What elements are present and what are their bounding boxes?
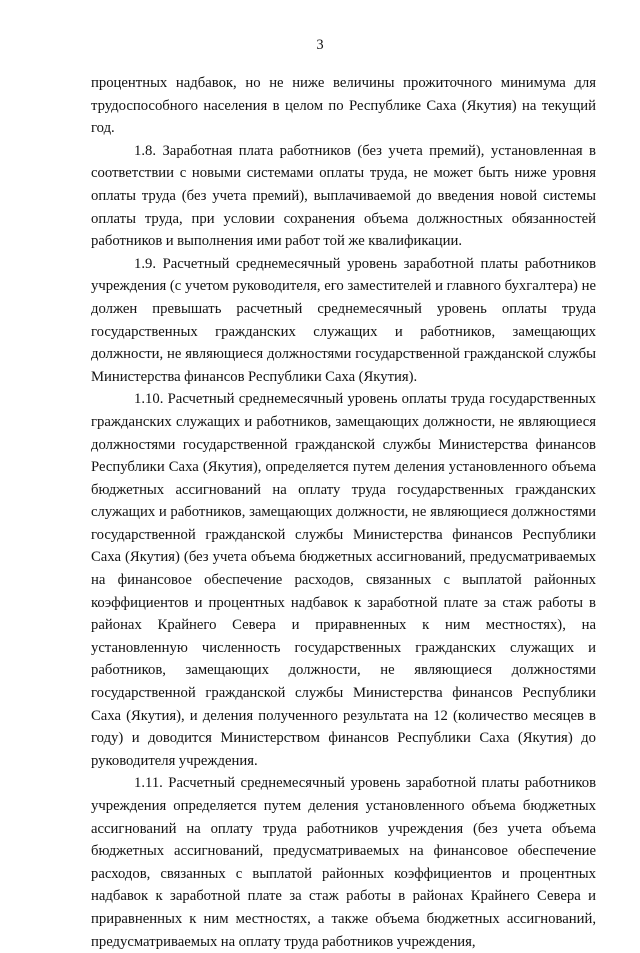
paragraph-1-10: 1.10. Расчетный среднемесячный уровень оплаты труда государственных гражданских служащих и работников, замещающих должности, не являющиеся должностями государственной гражданской службы Министерства финансов Республики Саха (Якутия), определяется путем деления установленного объема бюджетных ассигнований на оплату труда государственных гражданских служащих и работников, замещающих должности, не являющиеся должностями государственной гражданской службы Министерства финансов Республики Саха (Якутия) (без учета объема бюджетных ассигнований, предусматриваемых на финансовое обеспечение расходов, связанных с выплатой районных коэффициентов и процентных надбавок к заработной плате за стаж работы в районах Крайнего Севера и приравненных к ним местностях), на установленную численность государственных гражданских служащих и работников, замещающих должности, не являющиеся должностями государственной гражданской службы Министерства финансов Республики Саха (Якутия), и деления полученного результата на 12 (количество месяцев в году) и доводится Министерством финансов Республики Саха (Якутия) до руководителя учреждения. xyxy=(91,391,596,769)
paragraph-continuation: процентных надбавок, но не ниже величины прожиточного минимума для трудоспособного населения в целом по Республике Саха (Якутия) на текущий год. xyxy=(91,75,596,137)
paragraph-1-11: 1.11. Расчетный среднемесячный уровень заработной платы работников учреждения определяется путем деления установленного объема бюджетных ассигнований на оплату труда работников учреждения (без учета объема бюджетных ассигнований, предусматриваемых на финансовое обеспечение расходов, связанных с выплатой районных коэффициентов и процентных надбавок к заработной плате за стаж работы в районах Крайнего Севера и приравненных к ним местностях, а также объема бюджетных ассигнований, предусматриваемых на оплату труда работников учреждения, xyxy=(91,775,596,950)
paragraph-1-9: 1.9. Расчетный среднемесячный уровень заработной платы работников учреждения (с учетом руководителя, его заместителей и главного бухгалтера) не должен превышать расчетный среднемесячный уровень оплаты труда государственных гражданских служащих и работников, замещающих должности, не являющиеся должностями государственной гражданской службы Министерства финансов Республики Саха (Якутия). xyxy=(91,255,596,385)
document-body xyxy=(91,72,596,953)
paragraph-1-8: 1.8. Заработная плата работников (без учета премий), установленная в соответствии с новыми системами оплаты труда, не может быть ниже уровня оплаты труда (без учета премий), выплачиваемой до введения новой системы оплаты труда, при условии сохранения объема должностных обязанностей работников и выполнения ими работ той же квалификации. xyxy=(91,142,596,250)
page-number: 3 xyxy=(316,37,324,53)
